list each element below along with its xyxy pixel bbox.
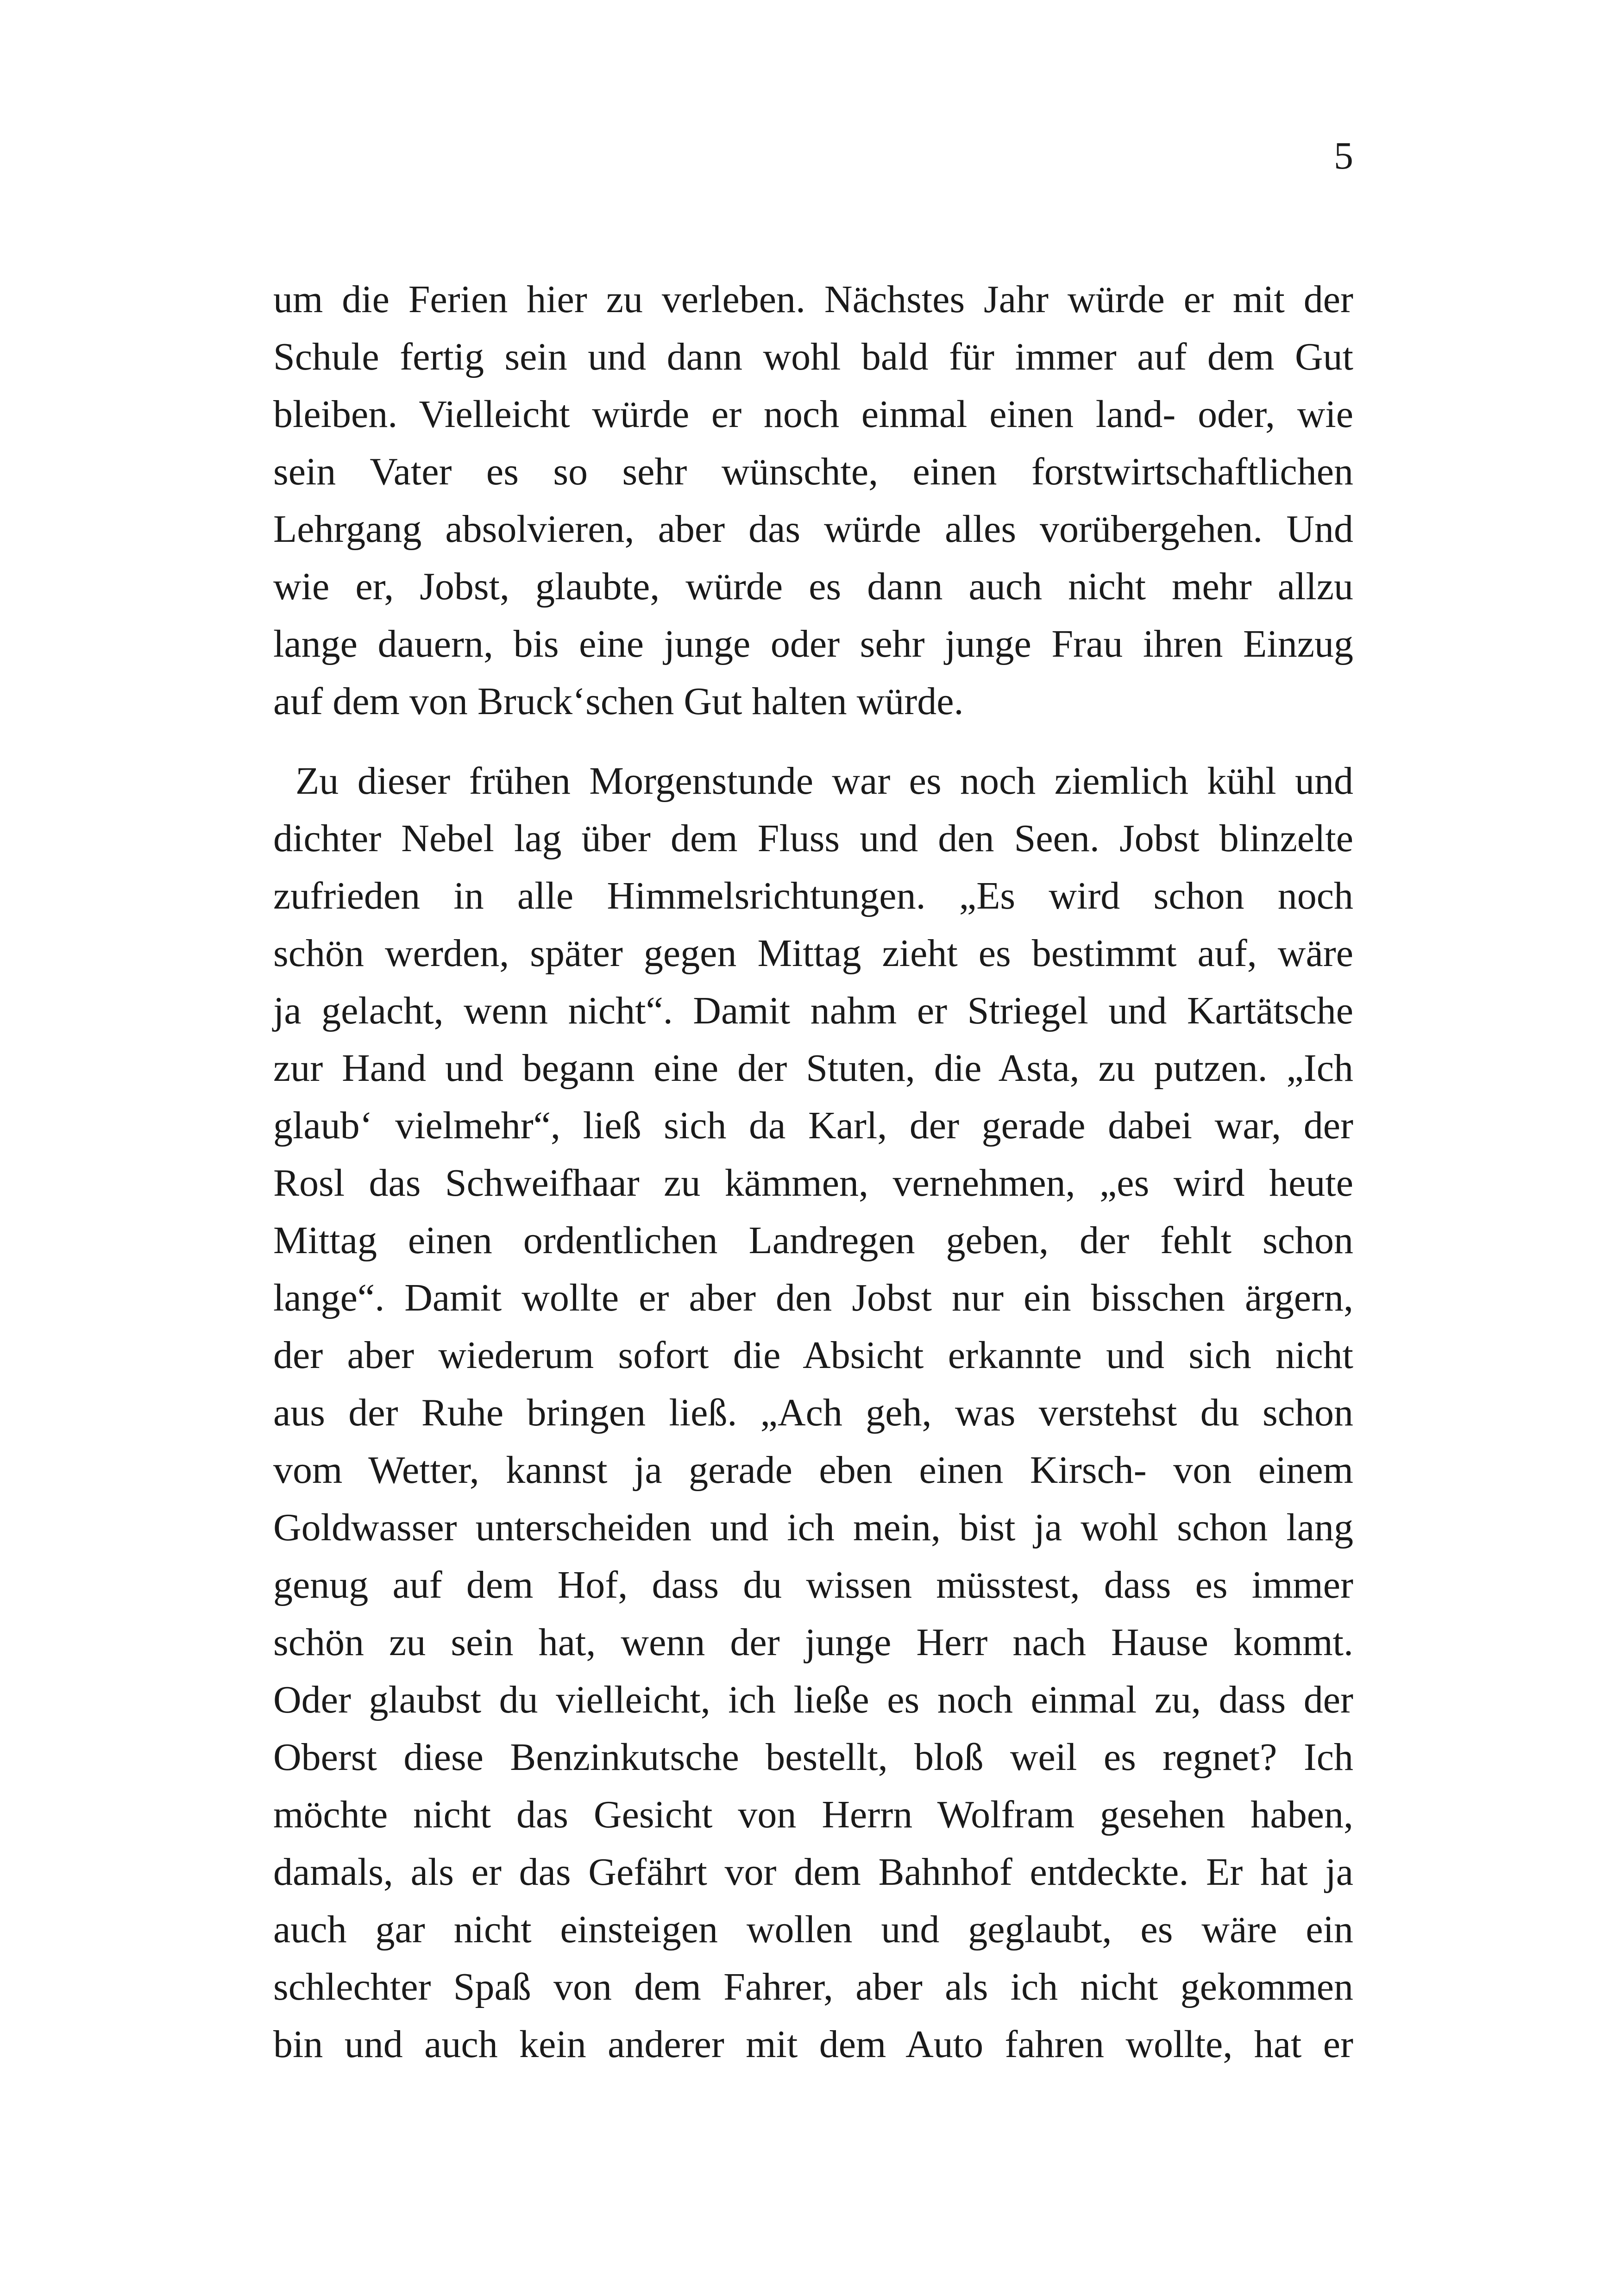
text-line: bleiben. Vielleicht würde er noch einmal einen land- oder, wie (273, 393, 1353, 436)
page-number: 5 (1334, 134, 1353, 177)
text-line: zufrieden in alle Himmelsrichtungen. „Es wird schon noch (273, 874, 1353, 917)
text-line: schön werden, später gegen Mittag zieht es bestimmt auf, wäre (273, 932, 1353, 975)
text-line: schlechter Spaß von dem Fahrer, aber als ich nicht gekommen (273, 1965, 1353, 2008)
text-line: Oberst diese Benzinkutsche bestellt, bloß weil es regnet? Ich (273, 1736, 1353, 1779)
text-line: Oder glaubst du vielleicht, ich ließe es noch einmal zu, dass der (273, 1678, 1353, 1721)
text-line: zur Hand und begann eine der Stuten, die Asta, zu putzen. „Ich (273, 1047, 1353, 1090)
text-line: dichter Nebel lag über dem Fluss und den Seen. Jobst blinzelte (273, 817, 1353, 860)
text-line: Schule fertig sein und dann wohl bald für immer auf dem Gut (273, 335, 1353, 378)
text-line: Goldwasser unterscheiden und ich mein, bist ja wohl schon lang (273, 1506, 1353, 1549)
text-line: bin und auch kein anderer mit dem Auto fahren wollte, hat er (273, 2023, 1353, 2066)
paragraph-spacer (273, 730, 1353, 753)
text-line: um die Ferien hier zu verleben. Nächstes Jahr würde er mit der (273, 278, 1353, 321)
text-line: schön zu sein hat, wenn der junge Herr nach Hause kommt. (273, 1621, 1353, 1664)
text-line: Zu dieser frühen Morgenstunde war es noch ziemlich kühl und (295, 759, 1353, 803)
text-line: Mittag einen ordentlichen Landregen geben, der fehlt schon (273, 1219, 1353, 1262)
paragraph-2 (273, 753, 1353, 2073)
text-line: auch gar nicht einsteigen wollen und geglaubt, es wäre ein (273, 1908, 1353, 1951)
text-line: auf dem von Bruck‘schen Gut halten würde. (273, 680, 964, 723)
text-line: wie er, Jobst, glaubte, würde es dann auch nicht mehr allzu (273, 565, 1353, 608)
text-line: vom Wetter, kannst ja gerade eben einen Kirsch- von einem (273, 1449, 1353, 1492)
text-line: Rosl das Schweifhaar zu kämmen, vernehmen, „es wird heute (273, 1161, 1353, 1204)
text-line: der aber wiederum sofort die Absicht erkannte und sich nicht (273, 1334, 1353, 1377)
text-line: glaub‘ vielmehr“, ließ sich da Karl, der gerade dabei war, der (273, 1104, 1353, 1147)
text-line: genug auf dem Hof, dass du wissen müsstest, dass es immer (273, 1563, 1353, 1606)
text-line: lange“. Damit wollte er aber den Jobst nur ein bisschen ärgern, (273, 1276, 1353, 1319)
text-line: aus der Ruhe bringen ließ. „Ach geh, was verstehst du schon (273, 1391, 1353, 1434)
text-line: möchte nicht das Gesicht von Herrn Wolfram gesehen haben, (273, 1793, 1353, 1836)
text-line: damals, als er das Gefährt vor dem Bahnhof entdeckte. Er hat ja (273, 1851, 1353, 1894)
paragraph-1 (273, 271, 1353, 730)
text-line: sein Vater es so sehr wünschte, einen forstwirtschaftlichen (273, 450, 1353, 493)
text-line: Lehrgang absolvieren, aber das würde alles vorübergehen. Und (273, 508, 1353, 551)
body-text (273, 271, 1353, 2073)
text-line: lange dauern, bis eine junge oder sehr junge Frau ihren Einzug (273, 622, 1353, 665)
text-line: ja gelacht, wenn nicht“. Damit nahm er Striegel und Kartätsche (273, 989, 1353, 1032)
